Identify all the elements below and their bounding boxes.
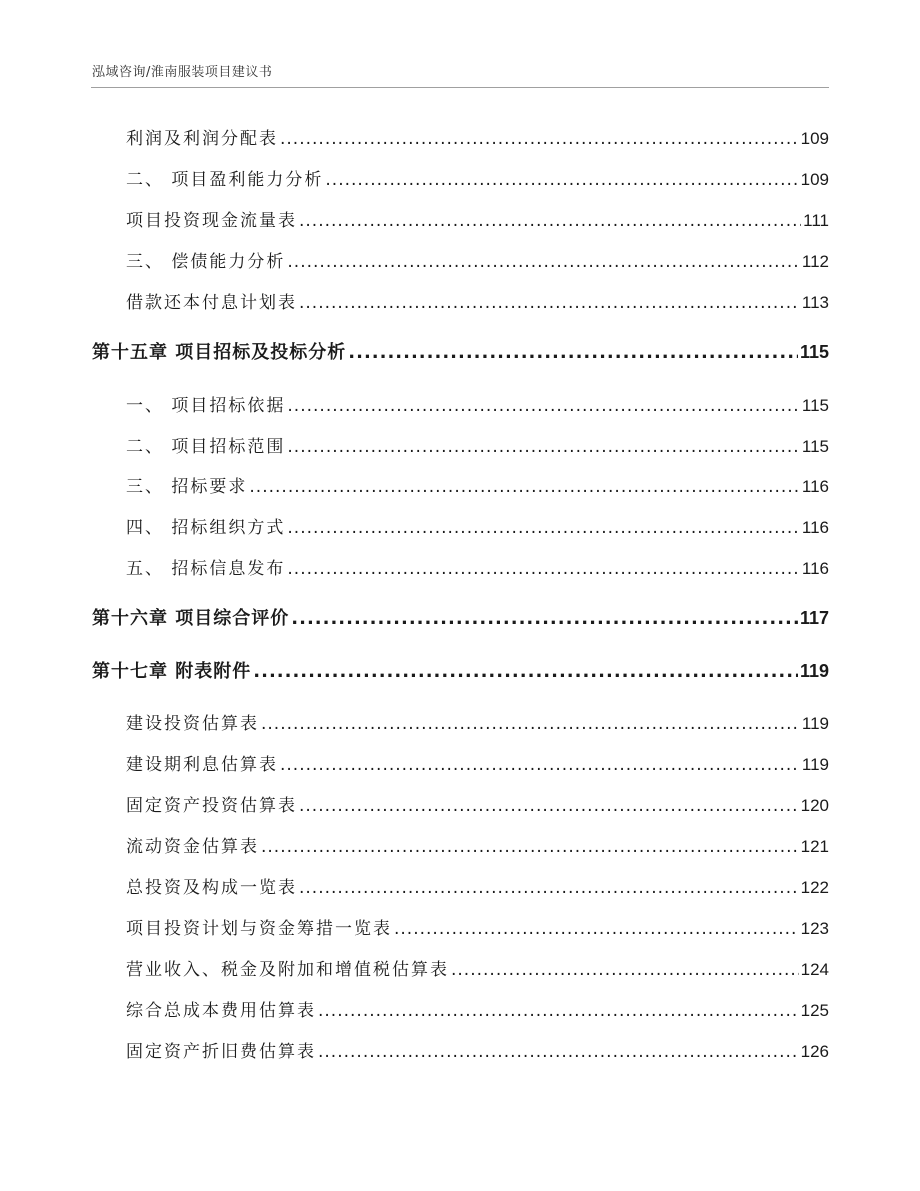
toc-section-entry[interactable] bbox=[126, 124, 829, 149]
toc-entry-title: 四、 招标组织方式 bbox=[126, 518, 286, 538]
toc-section-entry[interactable] bbox=[126, 873, 829, 898]
toc-entry-title: 流动资金估算表 bbox=[126, 837, 259, 857]
toc-section-entry[interactable] bbox=[126, 955, 829, 980]
toc-entry-title: 建设投资估算表 bbox=[126, 714, 259, 734]
toc-section-entry[interactable] bbox=[126, 288, 829, 313]
toc-entry-title: 综合总成本费用估算表 bbox=[126, 1001, 316, 1021]
toc-page-number: 116 bbox=[801, 518, 829, 537]
toc-page-number: 119 bbox=[801, 755, 829, 774]
toc-section-entry[interactable] bbox=[126, 391, 829, 416]
toc-page-number: 115 bbox=[801, 396, 829, 415]
toc-page-number: 122 bbox=[800, 878, 829, 897]
toc-dot-leader bbox=[280, 129, 799, 149]
toc-entry-title: 固定资产折旧费估算表 bbox=[126, 1042, 316, 1062]
toc-section-entry[interactable] bbox=[126, 554, 829, 579]
toc-entry-title: 项目投资计划与资金筹措一览表 bbox=[126, 919, 392, 939]
toc-entry-title: 第十七章 附表附件 bbox=[92, 661, 252, 682]
toc-dot-leader bbox=[318, 1042, 799, 1062]
toc-page-number: 121 bbox=[800, 837, 829, 856]
toc-section-entry[interactable] bbox=[126, 432, 829, 457]
toc-dot-leader bbox=[287, 252, 799, 272]
toc-dot-leader bbox=[451, 960, 799, 980]
toc-page-number: 115 bbox=[799, 342, 829, 362]
toc-entry-title: 二、 项目招标范围 bbox=[126, 437, 286, 457]
toc-page-number: 119 bbox=[801, 714, 829, 733]
toc-entry-title: 项目投资现金流量表 bbox=[126, 211, 297, 231]
toc-entry-title: 一、 项目招标依据 bbox=[126, 396, 286, 416]
toc-page-number: 126 bbox=[800, 1042, 829, 1061]
toc-dot-leader bbox=[299, 878, 799, 898]
toc-page-number: 125 bbox=[800, 1001, 829, 1020]
toc-dot-leader bbox=[394, 919, 799, 939]
toc-section-entry[interactable] bbox=[126, 206, 829, 231]
toc-dot-leader bbox=[299, 796, 799, 816]
toc-entry-title: 借款还本付息计划表 bbox=[126, 293, 297, 313]
toc-entry-title: 营业收入、税金及附加和增值税估算表 bbox=[126, 960, 449, 980]
toc-entry-title: 总投资及构成一览表 bbox=[126, 878, 297, 898]
toc-chapter-entry[interactable] bbox=[92, 604, 829, 630]
toc-page-number: 113 bbox=[801, 293, 829, 312]
toc-section-entry[interactable] bbox=[126, 709, 829, 734]
toc-page-number: 120 bbox=[800, 796, 829, 815]
toc-page-number: 116 bbox=[801, 477, 829, 496]
toc-page-number: 123 bbox=[800, 919, 829, 938]
toc-entry-title: 二、 项目盈利能力分析 bbox=[126, 170, 324, 190]
toc-entry-title: 第十六章 项目综合评价 bbox=[92, 608, 290, 629]
toc-entry-title: 三、 偿债能力分析 bbox=[126, 252, 286, 272]
toc-chapter-entry[interactable] bbox=[92, 657, 829, 683]
toc-dot-leader bbox=[299, 293, 800, 313]
toc-dot-leader bbox=[348, 342, 798, 363]
toc-page-number: 117 bbox=[799, 608, 829, 628]
toc-entry-title: 建设期利息估算表 bbox=[126, 755, 278, 775]
toc-entry-title: 第十五章 项目招标及投标分析 bbox=[92, 342, 347, 363]
toc-entry-title: 五、 招标信息发布 bbox=[126, 559, 286, 579]
toc-dot-leader bbox=[287, 559, 799, 579]
toc-dot-leader bbox=[287, 518, 799, 538]
toc-page-number: 115 bbox=[801, 437, 829, 456]
toc-page-number: 109 bbox=[800, 170, 829, 189]
toc-dot-leader bbox=[287, 396, 799, 416]
toc-section-entry[interactable] bbox=[126, 1037, 829, 1062]
toc-dot-leader bbox=[325, 170, 798, 190]
toc-section-entry[interactable] bbox=[126, 750, 829, 775]
toc-entry-title: 三、 招标要求 bbox=[126, 477, 248, 497]
toc-entry-title: 利润及利润分配表 bbox=[126, 129, 278, 149]
toc-chapter-entry[interactable] bbox=[92, 338, 829, 364]
toc-section-entry[interactable] bbox=[126, 791, 829, 816]
toc-section-entry[interactable] bbox=[126, 513, 829, 538]
toc-dot-leader bbox=[249, 477, 799, 497]
toc-dot-leader bbox=[299, 211, 801, 231]
toc-page-number: 116 bbox=[801, 559, 829, 578]
toc-section-entry[interactable] bbox=[126, 165, 829, 190]
header-divider bbox=[91, 87, 829, 88]
toc-section-entry[interactable] bbox=[126, 996, 829, 1021]
toc-dot-leader bbox=[318, 1001, 799, 1021]
toc-section-entry[interactable] bbox=[126, 247, 829, 272]
toc-dot-leader bbox=[291, 608, 798, 629]
toc-section-entry[interactable] bbox=[126, 832, 829, 857]
toc-dot-leader bbox=[261, 837, 799, 857]
toc-section-entry[interactable] bbox=[126, 914, 829, 939]
toc-dot-leader bbox=[287, 437, 799, 457]
toc-page-number: 109 bbox=[800, 129, 829, 148]
toc-dot-leader bbox=[280, 755, 800, 775]
toc-dot-leader bbox=[261, 714, 800, 734]
toc-page-number: 112 bbox=[801, 252, 829, 271]
toc-page-number: 119 bbox=[799, 661, 829, 681]
toc-page-number: 124 bbox=[800, 960, 829, 979]
toc-section-entry[interactable] bbox=[126, 472, 829, 497]
toc-dot-leader bbox=[253, 661, 798, 682]
toc-page-number: 111 bbox=[803, 211, 829, 230]
running-header: 泓域咨询/淮南服装项目建议书 bbox=[92, 65, 273, 80]
toc-entry-title: 固定资产投资估算表 bbox=[126, 796, 297, 816]
